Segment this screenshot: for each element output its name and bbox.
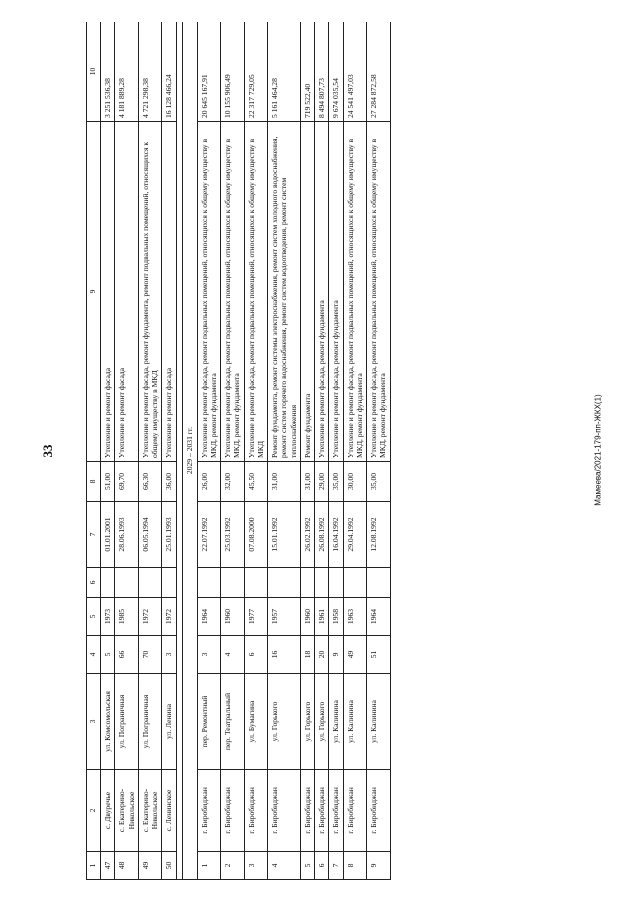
cell-date: 26.08.1992: [315, 502, 329, 568]
table-row: [329, 22, 343, 880]
cell-street: пер. Театральный: [221, 674, 245, 770]
cell-works: Утепление и ремонт фасада, ремонт подвальных помещений, относящихся к общему имуществу в МКД: [244, 122, 268, 462]
cell-house: 18: [300, 636, 314, 674]
cell-n: 9: [367, 852, 391, 880]
column-header-8: 8: [87, 462, 101, 502]
column-header-10: 10: [87, 22, 101, 122]
cell-works: Утепление и ремонт фасада, ремонт подвальных помещений, относящихся к общему имуществу в МКД, ремонт фундамента: [367, 122, 391, 462]
cell-year: 1964: [197, 598, 221, 636]
cell-date: 29.04.1992: [343, 502, 367, 568]
cell-pct: 69,70: [115, 462, 139, 502]
cell-sum: 9 674 035,54: [329, 22, 343, 122]
cell-works: Утепление и ремонт фасада, ремонт подвальных помещений, относящихся к общему имуществу в МКД, ремонт фундамента: [221, 122, 245, 462]
cell-works: Утепление и ремонт фасада, ремонт фундамента, ремонт подвальных помещений, относящихся к общему имуществу в МКД: [138, 122, 162, 462]
cell-pct: 32,00: [221, 462, 245, 502]
period-row: [182, 22, 197, 880]
table-row: [300, 22, 314, 880]
cell-c6: [268, 568, 301, 598]
cell-sum: 4 721 298,38: [138, 22, 162, 122]
cell-date: 25.01.1993: [162, 502, 176, 568]
cell-date: 01.01.2001: [101, 502, 115, 568]
cell-year: 1961: [315, 598, 329, 636]
cell-n: 4: [268, 852, 301, 880]
cell-street: ул. Калинина: [367, 674, 391, 770]
cell-place: г. Биробиджан: [244, 770, 268, 852]
cell-date: 07.08.2000: [244, 502, 268, 568]
cell-street: ул. Горького: [315, 674, 329, 770]
cell-sum: 4 181 889,28: [115, 22, 139, 122]
cell-sum: 22 317 729,05: [244, 22, 268, 122]
cell-pct: 31,00: [300, 462, 314, 502]
cell-house: 66: [115, 636, 139, 674]
cell-date: 15.01.1992: [268, 502, 301, 568]
table-row: [343, 22, 367, 880]
table-row: [197, 22, 221, 880]
cell-place: г. Биробиджан: [315, 770, 329, 852]
cell-pct: 35,00: [367, 462, 391, 502]
cell-year: 1958: [329, 598, 343, 636]
cell-c6: [315, 568, 329, 598]
cell-year: 1972: [138, 598, 162, 636]
table-row: [221, 22, 245, 880]
cell-house: 3: [162, 636, 176, 674]
cell-street: ул. Комсомольская: [101, 674, 115, 770]
cell-c6: [162, 568, 176, 598]
cell-house: 49: [343, 636, 367, 674]
cell-place: г. Биробиджан: [367, 770, 391, 852]
cell-street: пер. Ремонтный: [197, 674, 221, 770]
rotated-table-area: [86, 22, 598, 880]
cell-n: 8: [343, 852, 367, 880]
column-header-4: 4: [87, 636, 101, 674]
cell-street: ул. Калинина: [329, 674, 343, 770]
cell-year: 1960: [300, 598, 314, 636]
cell-sum: 10 155 906,49: [221, 22, 245, 122]
cell-place: г. Биробиджан: [329, 770, 343, 852]
cell-c6: [343, 568, 367, 598]
cell-year: 1985: [115, 598, 139, 636]
cell-place: с. Ленинское: [162, 770, 176, 852]
cell-n: 47: [101, 852, 115, 880]
cell-house: 51: [367, 636, 391, 674]
cell-works: Утепление и ремонт фасада, ремонт фундамента: [329, 122, 343, 462]
column-header-1: 1: [87, 852, 101, 880]
cell-sum: 24 541 497,03: [343, 22, 367, 122]
cell-place: г. Биробиджан: [221, 770, 245, 852]
cell-n: 3: [244, 852, 268, 880]
cell-year: 1957: [268, 598, 301, 636]
cell-place: с. Двуречье: [101, 770, 115, 852]
cell-pct: 45,50: [244, 462, 268, 502]
cell-place: г. Биробиджан: [197, 770, 221, 852]
cell-place: г. Биробиджан: [268, 770, 301, 852]
cell-c6: [329, 568, 343, 598]
cell-works: Ремонт фундамента: [300, 122, 314, 462]
table-row: [115, 22, 139, 880]
table-row: [244, 22, 268, 880]
cell-c6: [244, 568, 268, 598]
cell-works: Утепление и ремонт фасада, ремонт подвальных помещений, относящихся к общему имуществу в МКД, ремонт фундамента: [343, 122, 367, 462]
cell-year: 1963: [343, 598, 367, 636]
cell-n: 48: [115, 852, 139, 880]
cell-n: 5: [300, 852, 314, 880]
capital-repair-table: [86, 22, 391, 880]
cell-n: 49: [138, 852, 162, 880]
cell-c6: [300, 568, 314, 598]
cell-c6: [367, 568, 391, 598]
cell-c6: [101, 568, 115, 598]
cell-place: г. Биробиджан: [300, 770, 314, 852]
cell-works: Утепление и ремонт фасада: [115, 122, 139, 462]
column-header-5: 5: [87, 598, 101, 636]
cell-house: 4: [221, 636, 245, 674]
cell-date: 26.02.1992: [300, 502, 314, 568]
cell-c6: [115, 568, 139, 598]
cell-pct: 35,00: [329, 462, 343, 502]
footer-reference: Мамеева/2021-179-пп-ЖКХ(1): [593, 394, 603, 506]
column-header-2: 2: [87, 770, 101, 852]
cell-house: 70: [138, 636, 162, 674]
cell-pct: 31,00: [268, 462, 301, 502]
cell-house: 20: [315, 636, 329, 674]
cell-street: ул. Ленина: [162, 674, 176, 770]
column-header-6: 6: [87, 568, 101, 598]
cell-c6: [197, 568, 221, 598]
cell-year: 1972: [162, 598, 176, 636]
cell-street: ул. Пограничная: [115, 674, 139, 770]
cell-pct: 26,00: [197, 462, 221, 502]
column-header-3: 3: [87, 674, 101, 770]
cell-year: 1960: [221, 598, 245, 636]
cell-works: Утепление и ремонт фасада, ремонт фундамента: [315, 122, 329, 462]
cell-date: 06.05.1994: [138, 502, 162, 568]
cell-year: 1977: [244, 598, 268, 636]
cell-sum: 27 284 872,58: [367, 22, 391, 122]
page-number: 33: [40, 444, 55, 458]
column-header-7: 7: [87, 502, 101, 568]
cell-pct: 66,30: [138, 462, 162, 502]
table-row: [138, 22, 162, 880]
cell-sum: 5 161 464,28: [268, 22, 301, 122]
cell-sum: 20 645 167,91: [197, 22, 221, 122]
cell-n: 6: [315, 852, 329, 880]
cell-works: Утепление и ремонт фасада: [101, 122, 115, 462]
cell-sum: 719 522,40: [300, 22, 314, 122]
period-label: 2029 – 2031 гг.: [182, 22, 197, 880]
cell-year: 1973: [101, 598, 115, 636]
table-row: [101, 22, 115, 880]
table-row: [367, 22, 391, 880]
cell-place: г. Биробиджан: [343, 770, 367, 852]
cell-house: 3: [197, 636, 221, 674]
cell-pct: 30,00: [343, 462, 367, 502]
cell-house: 16: [268, 636, 301, 674]
cell-pct: 51,00: [101, 462, 115, 502]
cell-c6: [138, 568, 162, 598]
cell-place: с. Екатерино-Никольское: [115, 770, 139, 852]
cell-works: Ремонт фундамента, ремонт системы электроснабжения, ремонт систем холодного водоснабжения, ремонт систем горячего водоснабжения, ремонт систем водоотведения, ремонт систем теплоснабжения: [268, 122, 301, 462]
cell-sum: 16 128 466,24: [162, 22, 176, 122]
table-row: [315, 22, 329, 880]
cell-street: ул. Горького: [300, 674, 314, 770]
cell-house: 5: [101, 636, 115, 674]
cell-works: Утепление и ремонт фасада: [162, 122, 176, 462]
cell-street: ул. Калинина: [343, 674, 367, 770]
cell-sum: 8 494 807,73: [315, 22, 329, 122]
cell-pct: 29,00: [315, 462, 329, 502]
cell-pct: 36,00: [162, 462, 176, 502]
cell-year: 1964: [367, 598, 391, 636]
cell-house: 9: [329, 636, 343, 674]
cell-n: 2: [221, 852, 245, 880]
cell-street: ул. Пограничная: [138, 674, 162, 770]
cell-works: Утепление и ремонт фасада, ремонт подвальных помещений, относящихся к общему имуществу в МКД, ремонт фундамента: [197, 122, 221, 462]
cell-date: 12.08.1992: [367, 502, 391, 568]
cell-sum: 3 251 536,38: [101, 22, 115, 122]
cell-place: с. Екатерино-Никольское: [138, 770, 162, 852]
cell-c6: [221, 568, 245, 598]
cell-date: 16.04.1992: [329, 502, 343, 568]
cell-n: 7: [329, 852, 343, 880]
table-row: [268, 22, 301, 880]
cell-street: ул. Бумагина: [244, 674, 268, 770]
cell-n: 1: [197, 852, 221, 880]
column-header-9: 9: [87, 122, 101, 462]
cell-date: 28.06.1993: [115, 502, 139, 568]
table-row: [162, 22, 176, 880]
cell-house: 6: [244, 636, 268, 674]
cell-n: 50: [162, 852, 176, 880]
cell-date: 22.07.1992: [197, 502, 221, 568]
cell-street: ул. Горького: [268, 674, 301, 770]
cell-date: 25.03.1992: [221, 502, 245, 568]
header-row: [87, 22, 101, 880]
